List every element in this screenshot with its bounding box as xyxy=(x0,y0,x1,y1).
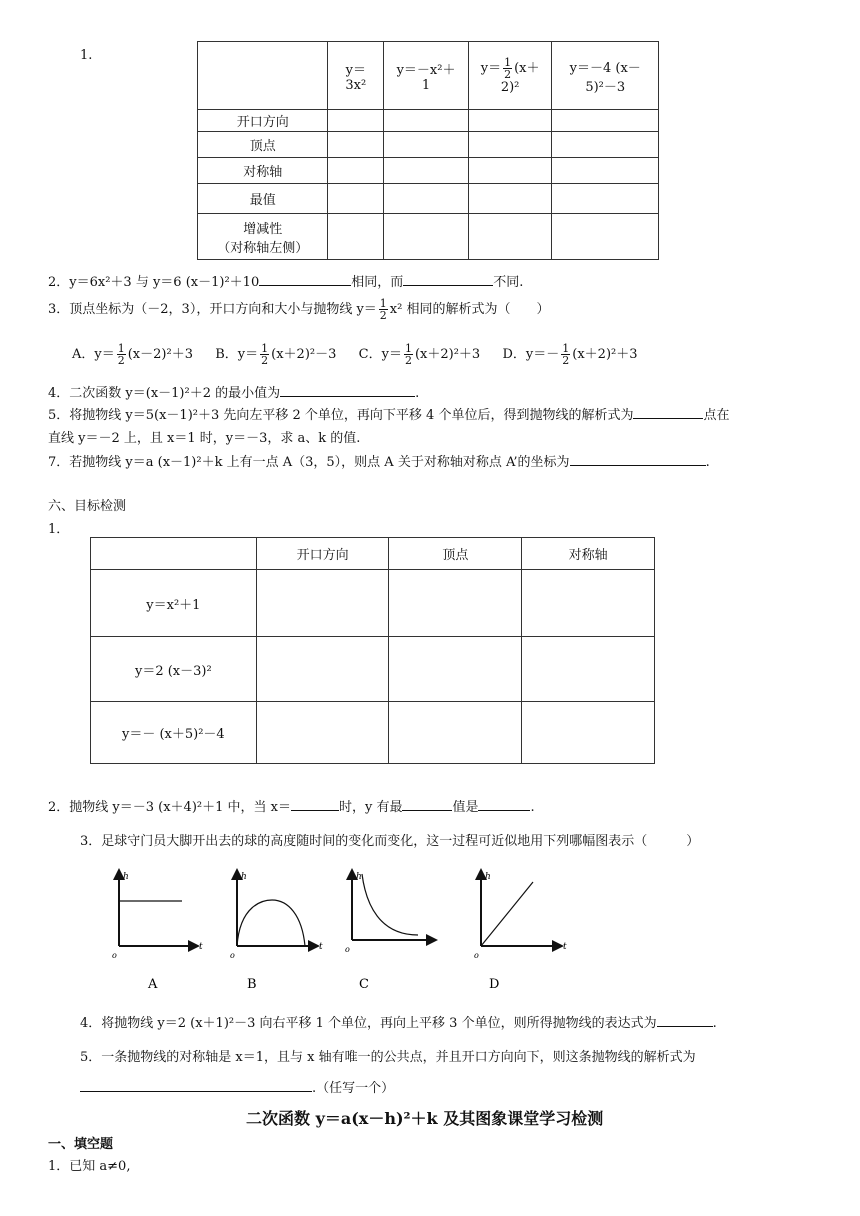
table-2-header: 顶点 xyxy=(389,538,522,570)
table-1-row-label: 最值 xyxy=(198,184,328,214)
graph-a-label: A xyxy=(148,977,158,990)
graph-options xyxy=(100,860,580,990)
svg-text:h: h xyxy=(485,872,491,882)
question-3-options xyxy=(72,343,638,366)
section-6-question-5-line2: .（任写一个） xyxy=(80,1077,394,1096)
section-6-q1-number: 1． xyxy=(48,522,70,537)
svg-text:t: t xyxy=(563,942,567,952)
question-5: 5．将抛物线 y＝5(x－1)²＋3 先向左平移 2 个单位，再向下平移 4 个单位后，得到抛物线的解析式为 点在 xyxy=(48,408,730,423)
h-axis-label: h xyxy=(123,872,129,882)
table-2 xyxy=(90,537,655,764)
graph-c xyxy=(345,870,436,990)
graph-d xyxy=(474,870,567,990)
graph-b-label: B xyxy=(247,977,257,990)
svg-text:h: h xyxy=(356,872,362,882)
table-1-row-label: 顶点 xyxy=(198,132,328,158)
table-2-header: 开口方向 xyxy=(256,538,389,570)
origin-label: o xyxy=(112,951,117,960)
option-d: D．y＝－ $\frac{1}{2}$ (x＋2)²＋3 xyxy=(502,342,638,367)
t-axis-label: t xyxy=(199,942,203,952)
svg-text:h: h xyxy=(241,872,247,882)
question-4: 4．二次函数 y＝(x－1)²＋2 的最小值为 . xyxy=(48,386,420,401)
part-1-heading: 一、填空题 xyxy=(48,1137,114,1152)
table-1-header: y＝ $\frac{1}{2}$ (x＋ 2)² xyxy=(468,42,552,110)
graph-b xyxy=(230,870,323,990)
table-1-header: y＝－x²＋ 1 xyxy=(384,42,469,110)
part-1-question-1: 1．已知 a≠0, xyxy=(48,1159,131,1174)
table-1-row-label: 开口方向 xyxy=(198,110,328,132)
table-2-header: 对称轴 xyxy=(522,538,655,570)
table-1 xyxy=(197,41,659,260)
page-title: 二次函数 y＝a(x－h)²＋k 及其图象课堂学习检测 xyxy=(246,1109,604,1128)
table-1-row-label: 对称轴 xyxy=(198,158,328,184)
table-1-header: y＝－4 (x－ 5)²－3 xyxy=(552,42,659,110)
table-1-header: y＝ 3x² xyxy=(328,42,384,110)
question-2: 2．y＝6x²＋3 与 y＝6 (x－1)²＋10 相同，而 不同. xyxy=(48,275,524,290)
section-6-question-3: 3．足球守门员大脚开出去的球的高度随时间的变化而变化，这一过程可近似地用下列哪幅图表示（ ） xyxy=(80,834,700,849)
graph-a xyxy=(112,870,203,990)
table-1-row-label: 增减性 （对称轴左侧） xyxy=(198,214,328,260)
q1-number: 1. xyxy=(80,48,93,63)
question-5-line2: 直线 y＝－2 上，且 x＝1 时，y＝－3，求 a、k 的值. xyxy=(48,431,361,446)
section-6-heading: 六、目标检测 xyxy=(48,499,127,514)
question-3: 3．顶点坐标为（－2，3），开口方向和大小与抛物线 y＝ $\frac{1}{2}$ x² 相同的解析式为（ ） xyxy=(48,297,550,322)
option-c: C．y＝ $\frac{1}{2}$ (x＋2)²＋3 xyxy=(358,342,481,367)
svg-text:o: o xyxy=(474,951,479,960)
svg-text:t: t xyxy=(319,942,323,952)
graph-d-label: D xyxy=(489,977,500,990)
table-2-row-label: y＝x²＋1 xyxy=(91,570,257,637)
graph-c-label: C xyxy=(359,977,369,990)
section-6-question-4: 4．将抛物线 y＝2 (x＋1)²－3 向右平移 1 个单位，再向上平移 3 个单位，则所得抛物线的表达式为 . xyxy=(80,1016,717,1031)
table-1-corner xyxy=(198,42,328,110)
section-6-question-5: 5．一条抛物线的对称轴是 x＝1，且与 x 轴有唯一的公共点，并且开口方向向下，则这条抛物线的解析式为 xyxy=(80,1050,696,1065)
svg-text:o: o xyxy=(345,945,350,954)
svg-text:o: o xyxy=(230,951,235,960)
question-7: 7．若抛物线 y＝a (x－1)²＋k 上有一点 A（3，5），则点 A 关于对称轴对称点 A’的坐标为 . xyxy=(48,455,710,470)
section-6-question-2: 2．抛物线 y＝－3 (x＋4)²＋1 中，当 x＝ 时，y 有最 值是 . xyxy=(48,800,535,815)
option-b: B．y＝ $\frac{1}{2}$ (x＋2)²－3 xyxy=(215,342,337,367)
table-2-row-label: y＝2 (x－3)² xyxy=(91,637,257,702)
table-2-row-label: y＝－ (x＋5)²－4 xyxy=(91,702,257,764)
option-a: A．y＝ $\frac{1}{2}$ (x－2)²＋3 xyxy=(72,342,193,367)
